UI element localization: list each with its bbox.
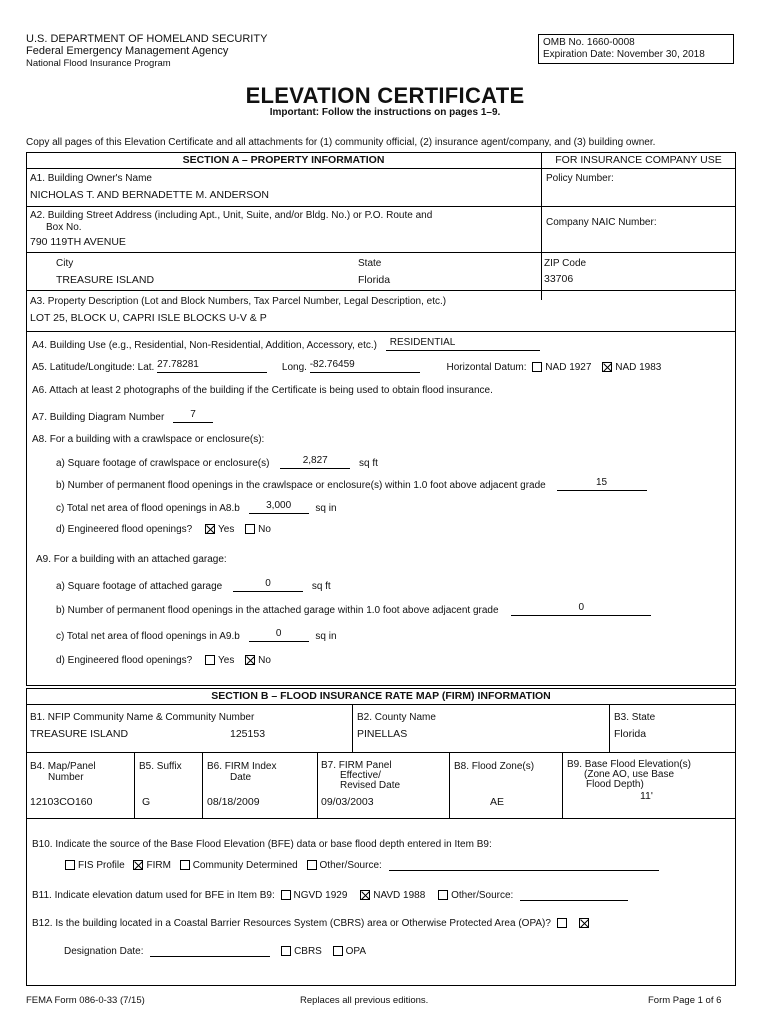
opa-label: OPA	[345, 946, 367, 957]
cbrs-checkbox[interactable]	[281, 946, 291, 956]
state-label: State	[358, 258, 382, 269]
a9d-no-label: No	[258, 655, 271, 666]
ngvd-checkbox[interactable]	[281, 890, 291, 900]
b2-label: B2. County Name	[357, 712, 436, 723]
designation-date-field[interactable]	[150, 943, 270, 957]
b11-row	[32, 887, 628, 901]
agency-name: U.S. DEPARTMENT OF HOMELAND SECURITY	[26, 33, 268, 45]
b7-label: B7. FIRM Panel	[321, 760, 392, 771]
a4-value[interactable]: RESIDENTIAL	[386, 337, 540, 351]
a8c-label: c) Total net area of flood openings in A8.b	[56, 503, 240, 514]
b9-label: B9. Base Flood Elevation(s)	[567, 759, 691, 770]
form-number: FEMA Form 086-0-33 (7/15)	[26, 995, 145, 1006]
designation-label: Designation Date:	[64, 946, 144, 957]
a9d-label: d) Engineered flood openings?	[56, 655, 193, 666]
a9b-value[interactable]: 0	[511, 602, 651, 616]
b2-value[interactable]: PINELLAS	[357, 728, 408, 740]
section-b-heading: SECTION B – FLOOD INSURANCE RATE MAP (FIRM) INFORMATION	[211, 690, 551, 702]
a9d-yes-label: Yes	[218, 655, 235, 666]
a9a-value[interactable]: 0	[233, 578, 303, 592]
b10-other-label: Other/Source:	[319, 860, 382, 871]
a9d-yes-checkbox[interactable]	[205, 655, 215, 665]
ngvd-label: NGVD 1929	[293, 890, 348, 901]
a8d-label: d) Engineered flood openings?	[56, 524, 193, 535]
a1-value[interactable]: NICHOLAS T. AND BERNADETTE M. ANDERSON	[30, 189, 270, 201]
a9c-label: c) Total net area of flood openings in A9.b	[56, 631, 240, 642]
a3-label: A3. Property Description (Lot and Block Numbers, Tax Parcel Number, Legal Description, etc.)	[30, 296, 447, 307]
b10-label: B10. Indicate the source of the Base Flood Elevation (BFE) data or base flood depth entered in Item B9:	[32, 839, 492, 850]
b1-name[interactable]: TREASURE ISLAND	[30, 728, 129, 740]
insurance-use-heading: FOR INSURANCE COMPANY USE	[555, 154, 722, 166]
firm-checkbox[interactable]	[133, 860, 143, 870]
a9a-row	[56, 578, 331, 592]
replaces-note: Replaces all previous editions.	[300, 995, 429, 1006]
agency-subname: Federal Emergency Management Agency	[26, 45, 229, 57]
nad1983-label: NAD 1983	[615, 362, 662, 373]
b6-label-2: Date	[230, 772, 252, 783]
a2-label-2: Box No.	[46, 222, 82, 233]
a8c-value[interactable]: 3,000	[249, 500, 309, 514]
a8c-unit: sq in	[315, 503, 337, 514]
omb-number: OMB No. 1660-0008	[543, 37, 635, 48]
b11-other-checkbox[interactable]	[438, 890, 448, 900]
a9d-no-checkbox[interactable]	[245, 655, 255, 665]
firm-label: FIRM	[146, 860, 171, 871]
section-a-heading: SECTION A – PROPERTY INFORMATION	[182, 154, 385, 166]
a8b-label: b) Number of permanent flood openings in the crawlspace or enclosure(s) within 1.0 foot above adjacent grade	[56, 480, 546, 491]
a9c-unit: sq in	[315, 631, 337, 642]
b5-label: B5. Suffix	[139, 761, 182, 772]
b12-row	[32, 918, 592, 929]
a7-label: A7. Building Diagram Number	[32, 412, 165, 423]
opa-checkbox[interactable]	[333, 946, 343, 956]
a9c-value[interactable]: 0	[249, 628, 309, 642]
b6-value[interactable]: 08/18/2009	[207, 796, 260, 808]
b7-label-2: Effective/	[340, 770, 381, 781]
nad1983-checkbox[interactable]	[602, 362, 612, 372]
b11-other-field[interactable]	[520, 887, 628, 901]
b8-label: B8. Flood Zone(s)	[454, 761, 535, 772]
a9-label: A9. For a building with an attached garage:	[36, 554, 227, 565]
longitude-value[interactable]: -82.76459	[310, 359, 420, 373]
designation-row	[64, 943, 366, 957]
a8b-value[interactable]: 15	[557, 477, 647, 491]
zip-value[interactable]: 33706	[544, 273, 574, 285]
b10-options	[62, 857, 659, 871]
a8c-row	[56, 500, 337, 514]
cbrs-label: CBRS	[294, 946, 322, 957]
a3-value[interactable]: LOT 25, BLOCK U, CAPRI ISLE BLOCKS U-V & P	[30, 312, 267, 324]
a9d-row	[56, 655, 271, 666]
a4-row	[32, 337, 540, 351]
latitude-value[interactable]: 27.78281	[157, 359, 267, 373]
b7-value[interactable]: 09/03/2003	[321, 796, 374, 808]
b6-label: B6. FIRM Index	[207, 761, 277, 772]
a8d-row	[56, 524, 271, 535]
a1-label: A1. Building Owner's Name	[30, 173, 152, 184]
a8a-label: a) Square footage of crawlspace or enclosure(s)	[56, 458, 270, 469]
expiration-date: Expiration Date: November 30, 2018	[543, 49, 705, 60]
a8d-no-label: No	[258, 524, 271, 535]
b9-label-3: Flood Depth)	[586, 779, 644, 790]
b4-label-2: Number	[48, 772, 84, 783]
navd-checkbox[interactable]	[360, 890, 370, 900]
b1-label: B1. NFIP Community Name & Community Number	[30, 712, 255, 723]
b3-label: B3. State	[614, 712, 656, 723]
a9b-row	[56, 602, 651, 616]
a4-label: A4. Building Use (e.g., Residential, Non-Residential, Addition, Accessory, etc.)	[32, 340, 377, 351]
nad1927-label: NAD 1927	[545, 362, 592, 373]
omb-box	[538, 34, 734, 64]
b10-other-checkbox[interactable]	[307, 860, 317, 870]
a8-label: A8. For a building with a crawlspace or enclosure(s):	[32, 434, 265, 445]
b5-value[interactable]: G	[142, 796, 151, 808]
community-determined-checkbox[interactable]	[180, 860, 190, 870]
program-name: National Flood Insurance Program	[26, 58, 171, 69]
a8a-value[interactable]: 2,827	[280, 455, 350, 469]
state-value[interactable]: Florida	[358, 274, 391, 286]
fis-profile-label: FIS Profile	[78, 860, 125, 871]
datum-label: Horizontal Datum:	[446, 362, 527, 373]
a7-row	[32, 409, 213, 423]
a2-label: A2. Building Street Address (including Apt., Unit, Suite, and/or Bldg. No.) or P.O. Route and	[30, 210, 433, 221]
fis-profile-checkbox[interactable]	[65, 860, 75, 870]
city-value[interactable]: TREASURE ISLAND	[56, 274, 155, 286]
a8a-unit: sq ft	[359, 458, 378, 469]
city-label: City	[56, 258, 74, 269]
a5-label: A5. Latitude/Longitude: Lat.	[32, 362, 155, 373]
b10-other-field[interactable]	[389, 857, 659, 871]
zip-label: ZIP Code	[544, 258, 587, 269]
a8d-yes-label: Yes	[218, 524, 235, 535]
b4-label: B4. Map/Panel	[30, 761, 96, 772]
a8a-row	[56, 455, 378, 469]
b3-value[interactable]: Florida	[614, 728, 647, 740]
b12-label: B12. Is the building located in a Coastal Barrier Resources System (CBRS) area or Otherwise Protected Area (OPA)?	[32, 918, 551, 929]
a8d-yes-checkbox[interactable]	[205, 524, 215, 534]
b11-label: B11. Indicate elevation datum used for BFE in Item B9:	[32, 890, 275, 901]
a9b-label: b) Number of permanent flood openings in the attached garage within 1.0 foot above adjacent grade	[56, 605, 499, 616]
a8b-row	[56, 477, 647, 491]
a8d-no-checkbox[interactable]	[245, 524, 255, 534]
b7-label-3: Revised Date	[340, 780, 401, 791]
b12-yes-checkbox[interactable]	[557, 918, 567, 928]
b8-value[interactable]: AE	[490, 796, 505, 808]
nad1927-checkbox[interactable]	[532, 362, 542, 372]
page-number: Form Page 1 of 6	[648, 995, 722, 1006]
naic-label: Company NAIC Number:	[546, 217, 657, 228]
a6-label: A6. Attach at least 2 photographs of the building if the Certificate is being used to obtain flood insurance.	[32, 385, 493, 396]
a2-value[interactable]: 790 119TH AVENUE	[30, 236, 126, 248]
a9a-unit: sq ft	[311, 581, 331, 592]
page-subtitle: Important: Follow the instructions on pages 1–9.	[269, 107, 501, 118]
b9-value[interactable]: 11'	[640, 790, 653, 802]
a9c-row	[56, 628, 337, 642]
policy-number-label: Policy Number:	[546, 173, 614, 184]
b1-number[interactable]: 125153	[230, 728, 266, 740]
a5-row	[32, 359, 661, 373]
a9a-label: a) Square footage of attached garage	[56, 581, 223, 592]
navd-label: NAVD 1988	[373, 890, 426, 901]
b4-value[interactable]: 12103CO160	[30, 796, 93, 808]
community-determined-label: Community Determined	[192, 860, 298, 871]
copy-note: Copy all pages of this Elevation Certificate and all attachments for (1) community official, (2) insurance agent/company, and (3) building owner.	[26, 137, 656, 148]
long-label: Long.	[281, 362, 307, 373]
page-title: ELEVATION CERTIFICATE	[245, 83, 525, 108]
a7-value[interactable]: 7	[173, 409, 213, 423]
b12-no-checkbox[interactable]	[579, 918, 589, 928]
b9-label-2: (Zone AO, use Base	[584, 769, 675, 780]
b11-other-label: Other/Source:	[451, 890, 514, 901]
